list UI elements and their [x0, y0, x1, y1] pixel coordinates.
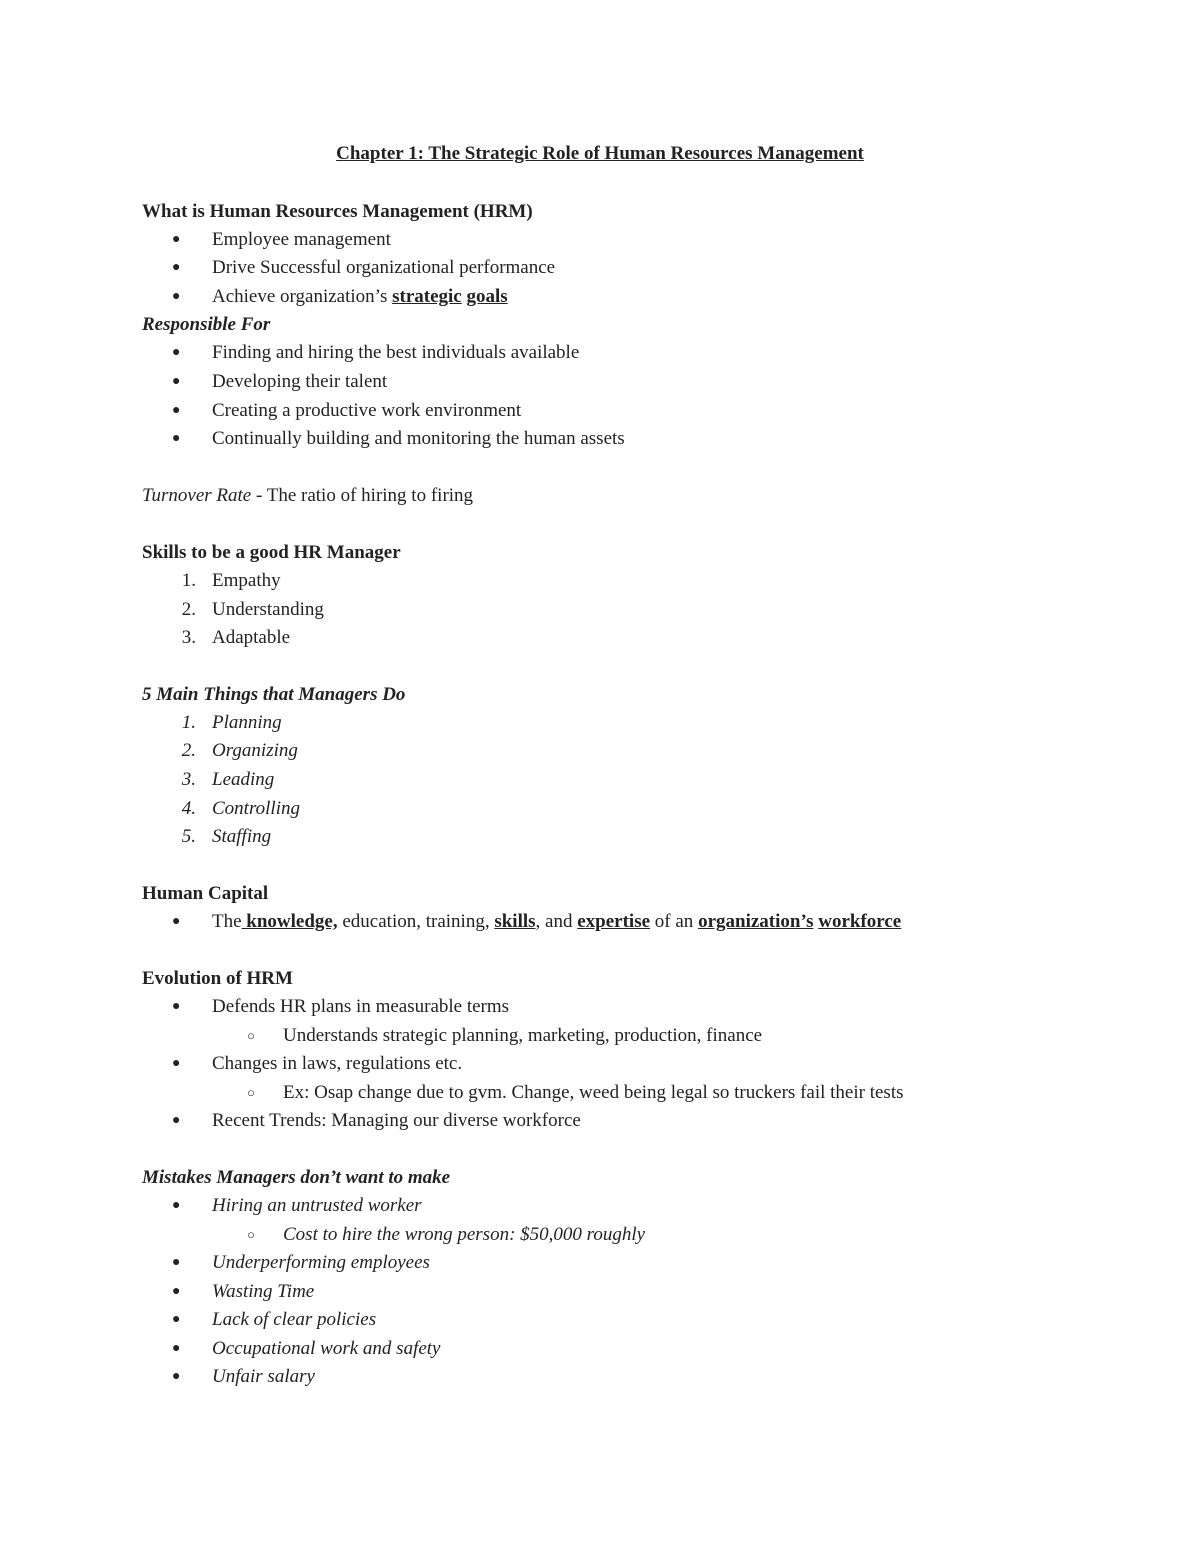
list-item: Underperforming employees	[212, 1252, 430, 1273]
list-number: 1.	[181, 712, 196, 733]
list-number: 5.	[181, 826, 196, 847]
definition-turnover	[142, 484, 473, 508]
list-item: Changes in laws, regulations etc.	[212, 1053, 463, 1074]
emphasis-text: strategic	[392, 286, 462, 307]
sub-bullet-icon: ○	[247, 1227, 255, 1242]
section-heading-evolution: Evolution of HRM	[142, 968, 293, 989]
list-item: Adaptable	[212, 627, 291, 648]
list-item: Planning	[212, 712, 282, 733]
sub-list-item: Understands strategic planning, marketing, production, finance	[283, 1025, 763, 1046]
sub-bullet-icon: ○	[247, 1028, 255, 1043]
list-number: 3.	[181, 769, 196, 790]
definition-text: - The ratio of hiring to firing	[251, 485, 474, 506]
bullet-icon: ●	[172, 289, 181, 304]
bullet-icon: ●	[172, 914, 181, 929]
list-item: Defends HR plans in measurable terms	[212, 996, 510, 1017]
page-title: Chapter 1: The Strategic Role of Human Resources Management	[336, 143, 864, 164]
section-heading-human-capital: Human Capital	[142, 883, 269, 904]
text-run: of an	[650, 911, 699, 932]
list-item: Recent Trends: Managing our diverse workforce	[212, 1110, 581, 1131]
text-run: education, training,	[337, 911, 495, 932]
list-item: Finding and hiring the best individuals available	[212, 342, 580, 363]
bullet-icon: ●	[172, 1056, 181, 1071]
list-item: Understanding	[212, 599, 324, 620]
list-item: Organizing	[212, 740, 298, 761]
list-item: Wasting Time	[212, 1281, 315, 1302]
section-heading-hrm: What is Human Resources Management (HRM)	[142, 201, 533, 222]
list-item: Controlling	[212, 798, 300, 819]
emphasis-text: organization’s	[698, 911, 814, 932]
list-item	[212, 910, 901, 934]
bullet-icon: ●	[172, 1284, 181, 1299]
list-item: Creating a productive work environment	[212, 400, 522, 421]
emphasis-text: knowledge,	[241, 911, 338, 932]
list-number: 1.	[181, 570, 196, 591]
list-item-text: Achieve organization’s	[212, 286, 393, 307]
list-number: 2.	[181, 599, 196, 620]
emphasis-text: skills	[494, 911, 536, 932]
bullet-icon: ●	[172, 260, 181, 275]
bullet-icon: ●	[172, 345, 181, 360]
bullet-icon: ●	[172, 232, 181, 247]
list-item: Leading	[212, 769, 275, 790]
bullet-icon: ●	[172, 1341, 181, 1356]
list-item: Occupational work and safety	[212, 1338, 441, 1359]
section-heading-mistakes: Mistakes Managers don’t want to make	[142, 1167, 451, 1188]
sub-list-item: Ex: Osap change due to gvm. Change, weed being legal so truckers fail their tests	[283, 1082, 904, 1103]
bullet-icon: ●	[172, 431, 181, 446]
bullet-icon: ●	[172, 374, 181, 389]
list-item: Employee management	[212, 229, 391, 250]
list-item: Drive Successful organizational performance	[212, 257, 556, 278]
bullet-icon: ●	[172, 403, 181, 418]
list-item: Hiring an untrusted worker	[212, 1195, 422, 1216]
term-text: Turnover Rate	[142, 485, 252, 506]
text-run: The	[212, 911, 242, 932]
bullet-icon: ●	[172, 999, 181, 1014]
section-heading-main-things: 5 Main Things that Managers Do	[142, 684, 406, 705]
emphasis-text: expertise	[577, 911, 651, 932]
list-number: 3.	[181, 627, 196, 648]
bullet-icon: ●	[172, 1312, 181, 1327]
list-item	[212, 285, 508, 309]
list-item: Continually building and monitoring the human assets	[212, 428, 625, 449]
bullet-icon: ●	[172, 1198, 181, 1213]
list-item: Staffing	[212, 826, 272, 847]
sub-bullet-icon: ○	[247, 1085, 255, 1100]
list-number: 4.	[181, 798, 196, 819]
bullet-icon: ●	[172, 1255, 181, 1270]
sub-list-item: Cost to hire the wrong person: $50,000 roughly	[283, 1224, 646, 1245]
section-heading-responsible: Responsible For	[142, 314, 271, 335]
list-number: 2.	[181, 740, 196, 761]
emphasis-text: goals	[466, 286, 508, 307]
emphasis-text: workforce	[818, 911, 902, 932]
list-item: Empathy	[212, 570, 281, 591]
list-item: Developing their talent	[212, 371, 388, 392]
bullet-icon: ●	[172, 1113, 181, 1128]
section-heading-skills: Skills to be a good HR Manager	[142, 542, 401, 563]
list-item: Unfair salary	[212, 1366, 315, 1387]
bullet-icon: ●	[172, 1369, 181, 1384]
text-run: , and	[535, 911, 578, 932]
list-item: Lack of clear policies	[212, 1309, 377, 1330]
